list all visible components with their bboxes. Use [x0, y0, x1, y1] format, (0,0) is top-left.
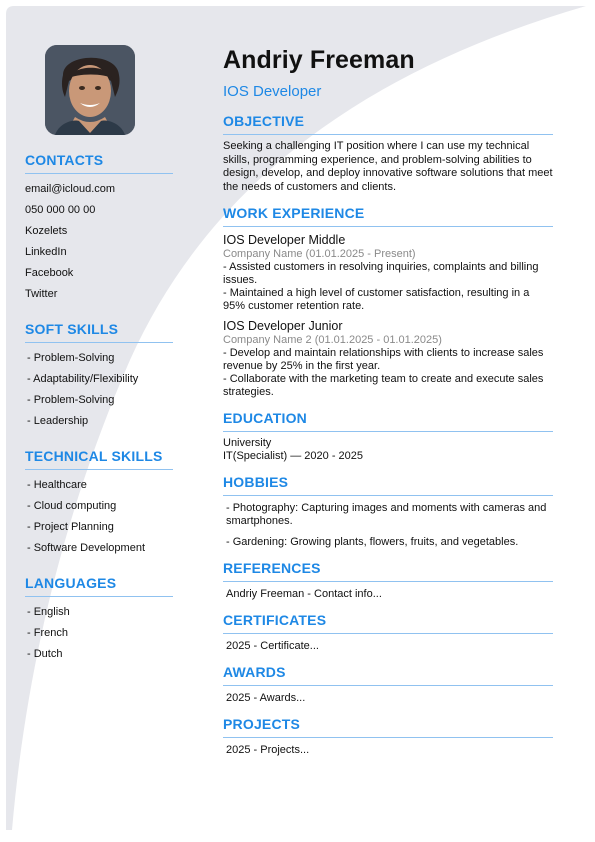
awards-text: 2025 - Awards...	[226, 692, 306, 704]
certificates-text: 2025 - Certificate...	[226, 640, 319, 652]
education-school: University	[223, 437, 272, 449]
main-content	[223, 44, 553, 757]
soft-skills-section	[25, 321, 175, 432]
contacts-section	[25, 152, 175, 305]
education-section	[223, 409, 553, 463]
contact-phone[interactable]: 050 000 00 00	[25, 204, 96, 216]
job-role: IOS Developer	[223, 83, 322, 100]
technical-skills-section	[25, 448, 175, 559]
job-entry	[223, 319, 553, 399]
list-item: - Problem-Solving	[27, 394, 115, 406]
contact-twitter[interactable]: Twitter	[25, 288, 58, 300]
list-item: - Project Planning	[27, 521, 114, 533]
contact-linkedin[interactable]: LinkedIn	[25, 246, 67, 258]
languages-section	[25, 575, 175, 665]
projects-text: 2025 - Projects...	[226, 744, 310, 756]
list-item: - Adaptability/Flexibility	[27, 373, 139, 385]
job-duty: - Develop and maintain relationships with clients to increase sales revenue by 25% in the first year.	[223, 347, 544, 372]
contact-location: Kozelets	[25, 225, 68, 237]
technical-skills-heading: TECHNICAL SKILLS	[25, 448, 173, 470]
awards-section	[223, 663, 553, 705]
contacts-heading: CONTACTS	[25, 152, 173, 174]
list-item: - Problem-Solving	[27, 352, 115, 364]
job-company: Company Name 2 (01.01.2025 - 01.01.2025)	[223, 334, 442, 346]
list-item: - Cloud computing	[27, 500, 117, 512]
certificates-heading: CERTIFICATES	[223, 611, 553, 634]
list-item: - Healthcare	[27, 479, 87, 491]
work-experience-heading: WORK EXPERIENCE	[223, 204, 553, 227]
references-section	[223, 559, 553, 601]
job-duty: - Collaborate with the marketing team to create and execute sales strategies.	[223, 373, 544, 398]
list-item: - Gardening: Growing plants, flowers, fruits, and vegetables.	[226, 536, 519, 548]
job-title: IOS Developer Junior	[223, 319, 343, 333]
languages-heading: LANGUAGES	[25, 575, 173, 597]
profile-photo	[45, 45, 135, 135]
contact-email[interactable]: email@icloud.com	[25, 183, 116, 195]
list-item: - French	[27, 627, 68, 639]
job-entry	[223, 233, 553, 313]
work-experience-section	[223, 204, 553, 399]
certificates-section	[223, 611, 553, 653]
hobbies-section	[223, 473, 553, 549]
soft-skills-heading: SOFT SKILLS	[25, 321, 173, 343]
education-heading: EDUCATION	[223, 409, 553, 432]
awards-heading: AWARDS	[223, 663, 553, 686]
job-company: Company Name (01.01.2025 - Present)	[223, 248, 416, 260]
education-degree: IT(Specialist) — 2020 - 2025	[223, 450, 364, 462]
list-item: - English	[27, 606, 70, 618]
objective-section	[223, 112, 553, 194]
objective-heading: OBJECTIVE	[223, 112, 553, 135]
references-heading: REFERENCES	[223, 559, 553, 582]
contact-facebook[interactable]: Facebook	[25, 267, 74, 279]
job-duty: - Assisted customers in resolving inquiries, complaints and billing issues.	[223, 261, 539, 286]
list-item: - Photography: Capturing images and moments with cameras and smartphones.	[226, 502, 547, 527]
left-sidebar	[25, 45, 175, 665]
references-text: Andriy Freeman - Contact info...	[226, 588, 382, 600]
list-item: - Dutch	[27, 648, 63, 660]
job-title: IOS Developer Middle	[223, 233, 346, 247]
person-name: Andriy Freeman	[223, 46, 415, 74]
hobbies-heading: HOBBIES	[223, 473, 553, 496]
list-item: - Software Development	[27, 542, 145, 554]
projects-section	[223, 715, 553, 757]
job-duty: - Maintained a high level of customer satisfaction, resulting in a 95% customer retention rate.	[223, 287, 530, 312]
projects-heading: PROJECTS	[223, 715, 553, 738]
list-item: - Leadership	[27, 415, 89, 427]
objective-text: Seeking a challenging IT position where I can use my technical skills, programming experience, and problem-solving abilities to design, develop, and deploy innovative software solutions that meet the needs of customers and clients.	[223, 140, 553, 193]
